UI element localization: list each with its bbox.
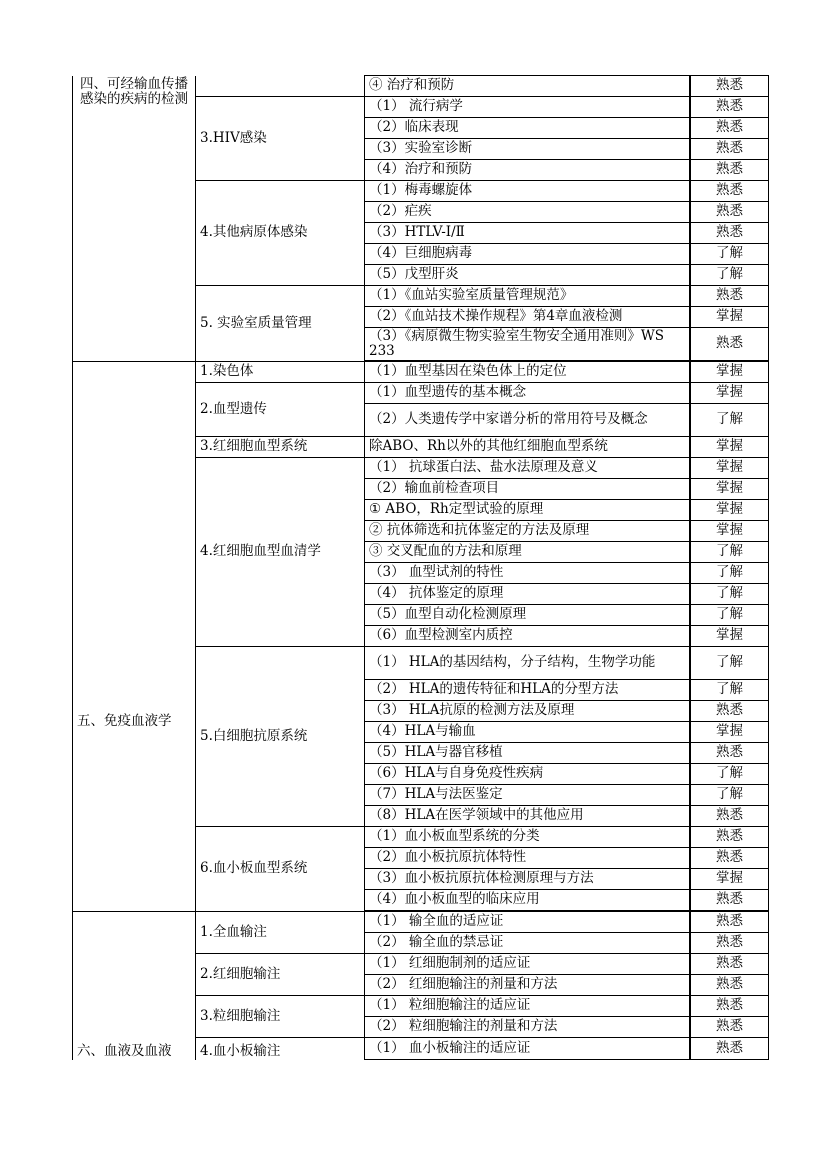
group-hiv: 3.HIV感染	[196, 97, 365, 181]
group-whole-blood: 1.全血输注	[196, 912, 365, 954]
item-cell: ④ 治疗和预防	[365, 76, 690, 97]
item-cell: （3）血小板抗原抗体检测原理与方法	[365, 869, 690, 890]
level-cell: 掌握	[691, 458, 769, 479]
item-cell: （2） 红细胞输注的剂量和方法	[365, 975, 690, 996]
table-row	[73, 76, 769, 97]
level-cell: 了解	[691, 542, 769, 563]
item-cell: （1）血小板血型系统的分类	[365, 827, 690, 848]
syllabus-sheet	[72, 75, 743, 1091]
level-cell: 熟悉	[691, 975, 769, 996]
item-cell: （2） 粒细胞输注的剂量和方法	[365, 1017, 690, 1038]
level-cell: 熟悉	[691, 743, 769, 764]
item-cell: （5）血型自动化检测原理	[365, 605, 690, 626]
item-cell: （3）《病原微生物实验室生物安全通用准则》WS 233	[365, 328, 690, 361]
group-rbc-transfusion: 2.红细胞输注	[196, 954, 365, 996]
item-cell: （3）HTLV-Ⅰ/Ⅱ	[365, 223, 690, 244]
level-cell: 熟悉	[691, 996, 769, 1017]
item-cell: （3） HLA抗原的检测方法及原理	[365, 701, 690, 722]
group-granulocyte-transfusion: 3.粒细胞输注	[196, 996, 365, 1038]
item-cell: （2）人类遗传学中家谱分析的常用符号及概念	[365, 404, 690, 437]
level-cell: 了解	[691, 584, 769, 605]
level-cell: 掌握	[691, 437, 769, 458]
level-cell: 熟悉	[691, 223, 769, 244]
level-cell: 熟悉	[691, 890, 769, 911]
item-cell: （4）治疗和预防	[365, 160, 690, 181]
level-cell: 了解	[691, 563, 769, 584]
level-cell: 了解	[691, 764, 769, 785]
level-cell: 了解	[691, 265, 769, 286]
level-cell: 掌握	[691, 626, 769, 647]
item-cell: （1） 输全血的适应证	[365, 912, 690, 933]
level-cell: 了解	[691, 404, 769, 437]
group-other-pathogen: 4.其他病原体感染	[196, 181, 365, 286]
item-cell: （6）血型检测室内质控	[365, 626, 690, 647]
item-cell: （1）血型基因在染色体上的定位	[365, 362, 690, 383]
syllabus-table-section-5	[72, 361, 769, 911]
item-cell: （8）HLA在医学领域中的其他应用	[365, 806, 690, 827]
group-rbc-system: 3.红细胞血型系统	[196, 437, 365, 458]
level-cell: 掌握	[691, 307, 769, 328]
level-cell: 熟悉	[691, 701, 769, 722]
item-cell: （2） HLA的遗传特征和HLA的分型方法	[365, 680, 690, 701]
item-cell: （1）血型遗传的基本概念	[365, 383, 690, 404]
item-cell: （4） 抗体鉴定的原理	[365, 584, 690, 605]
item-cell: （1）《血站实验室质量管理规范》	[365, 286, 690, 307]
item-cell: （4）血小板血型的临床应用	[365, 890, 690, 911]
item-cell: （3）实验室诊断	[365, 139, 690, 160]
item-cell: （1） HLA的基因结构，分子结构，生物学功能	[365, 647, 690, 680]
level-cell: 熟悉	[691, 912, 769, 933]
level-cell: 了解	[691, 785, 769, 806]
item-cell: （3） 血型试剂的特性	[365, 563, 690, 584]
section-title-5: 五、免疫血液学	[73, 362, 196, 911]
level-cell: 熟悉	[691, 202, 769, 223]
item-cell: （1） 红细胞制剂的适应证	[365, 954, 690, 975]
item-cell: ① ABO，Rh定型试验的原理	[365, 500, 690, 521]
level-cell: 掌握	[691, 521, 769, 542]
section-title-6: 六、血液及血液	[73, 912, 196, 1060]
level-cell: 了解	[691, 605, 769, 626]
level-cell: 熟悉	[691, 827, 769, 848]
group-blood-group-genetics: 2.血型遗传	[196, 383, 365, 437]
item-cell: （5）HLA与器官移植	[365, 743, 690, 764]
level-cell: 熟悉	[691, 1038, 769, 1060]
group-chromosome: 1.染色体	[196, 362, 365, 383]
item-cell: （2）输血前检查项目	[365, 479, 690, 500]
level-cell: 熟悉	[691, 160, 769, 181]
level-cell: 了解	[691, 680, 769, 701]
item-cell: （1） 流行病学	[365, 97, 690, 118]
item-cell: 除ABO、Rh以外的其他红细胞血型系统	[365, 437, 690, 458]
level-cell: 熟悉	[691, 328, 769, 361]
level-cell: 了解	[691, 647, 769, 680]
table-row	[73, 362, 769, 383]
syllabus-table-section-6	[72, 911, 769, 1060]
section-title-4: 四、可经输血传播感染的疾病的检测	[73, 76, 196, 361]
group-platelet-transfusion: 4.血小板输注	[196, 1038, 365, 1060]
item-cell: （2）《血站技术操作规程》第4章血液检测	[365, 307, 690, 328]
item-cell: （7）HLA与法医鉴定	[365, 785, 690, 806]
level-cell: 熟悉	[691, 286, 769, 307]
level-cell: 掌握	[691, 362, 769, 383]
item-cell: （6）HLA与自身免疫性疾病	[365, 764, 690, 785]
item-cell: （2）血小板抗原抗体特性	[365, 848, 690, 869]
item-cell: （4）HLA与输血	[365, 722, 690, 743]
level-cell: 掌握	[691, 479, 769, 500]
level-cell: 熟悉	[691, 76, 769, 97]
item-cell: （4）巨细胞病毒	[365, 244, 690, 265]
item-cell: （1） 抗球蛋白法、盐水法原理及意义	[365, 458, 690, 479]
level-cell: 熟悉	[691, 806, 769, 827]
level-cell: 熟悉	[691, 97, 769, 118]
group-wbc-antigen: 5.白细胞抗原系统	[196, 647, 365, 827]
level-cell: 熟悉	[691, 848, 769, 869]
item-cell: （2）疟疾	[365, 202, 690, 223]
level-cell: 熟悉	[691, 118, 769, 139]
item-cell: （2） 输全血的禁忌证	[365, 933, 690, 954]
item-cell: （1） 粒细胞输注的适应证	[365, 996, 690, 1017]
level-cell: 掌握	[691, 500, 769, 521]
syllabus-table	[72, 75, 769, 361]
level-cell: 熟悉	[691, 139, 769, 160]
level-cell: 掌握	[691, 383, 769, 404]
level-cell: 熟悉	[691, 181, 769, 202]
item-cell: （1）梅毒螺旋体	[365, 181, 690, 202]
group-cell-empty	[196, 76, 365, 97]
level-cell: 熟悉	[691, 933, 769, 954]
level-cell: 了解	[691, 244, 769, 265]
table-row	[73, 912, 769, 933]
level-cell: 掌握	[691, 722, 769, 743]
level-cell: 熟悉	[691, 954, 769, 975]
item-cell: （2）临床表现	[365, 118, 690, 139]
level-cell: 熟悉	[691, 1017, 769, 1038]
group-lab-quality: 5. 实验室质量管理	[196, 286, 365, 361]
item-cell: （1） 血小板输注的适应证	[365, 1038, 690, 1060]
item-cell: （5）戊型肝炎	[365, 265, 690, 286]
item-cell: ③ 交叉配血的方法和原理	[365, 542, 690, 563]
group-platelet-system: 6.血小板血型系统	[196, 827, 365, 911]
group-rbc-serology: 4.红细胞血型血清学	[196, 458, 365, 647]
level-cell: 掌握	[691, 869, 769, 890]
item-cell: ② 抗体筛选和抗体鉴定的方法及原理	[365, 521, 690, 542]
